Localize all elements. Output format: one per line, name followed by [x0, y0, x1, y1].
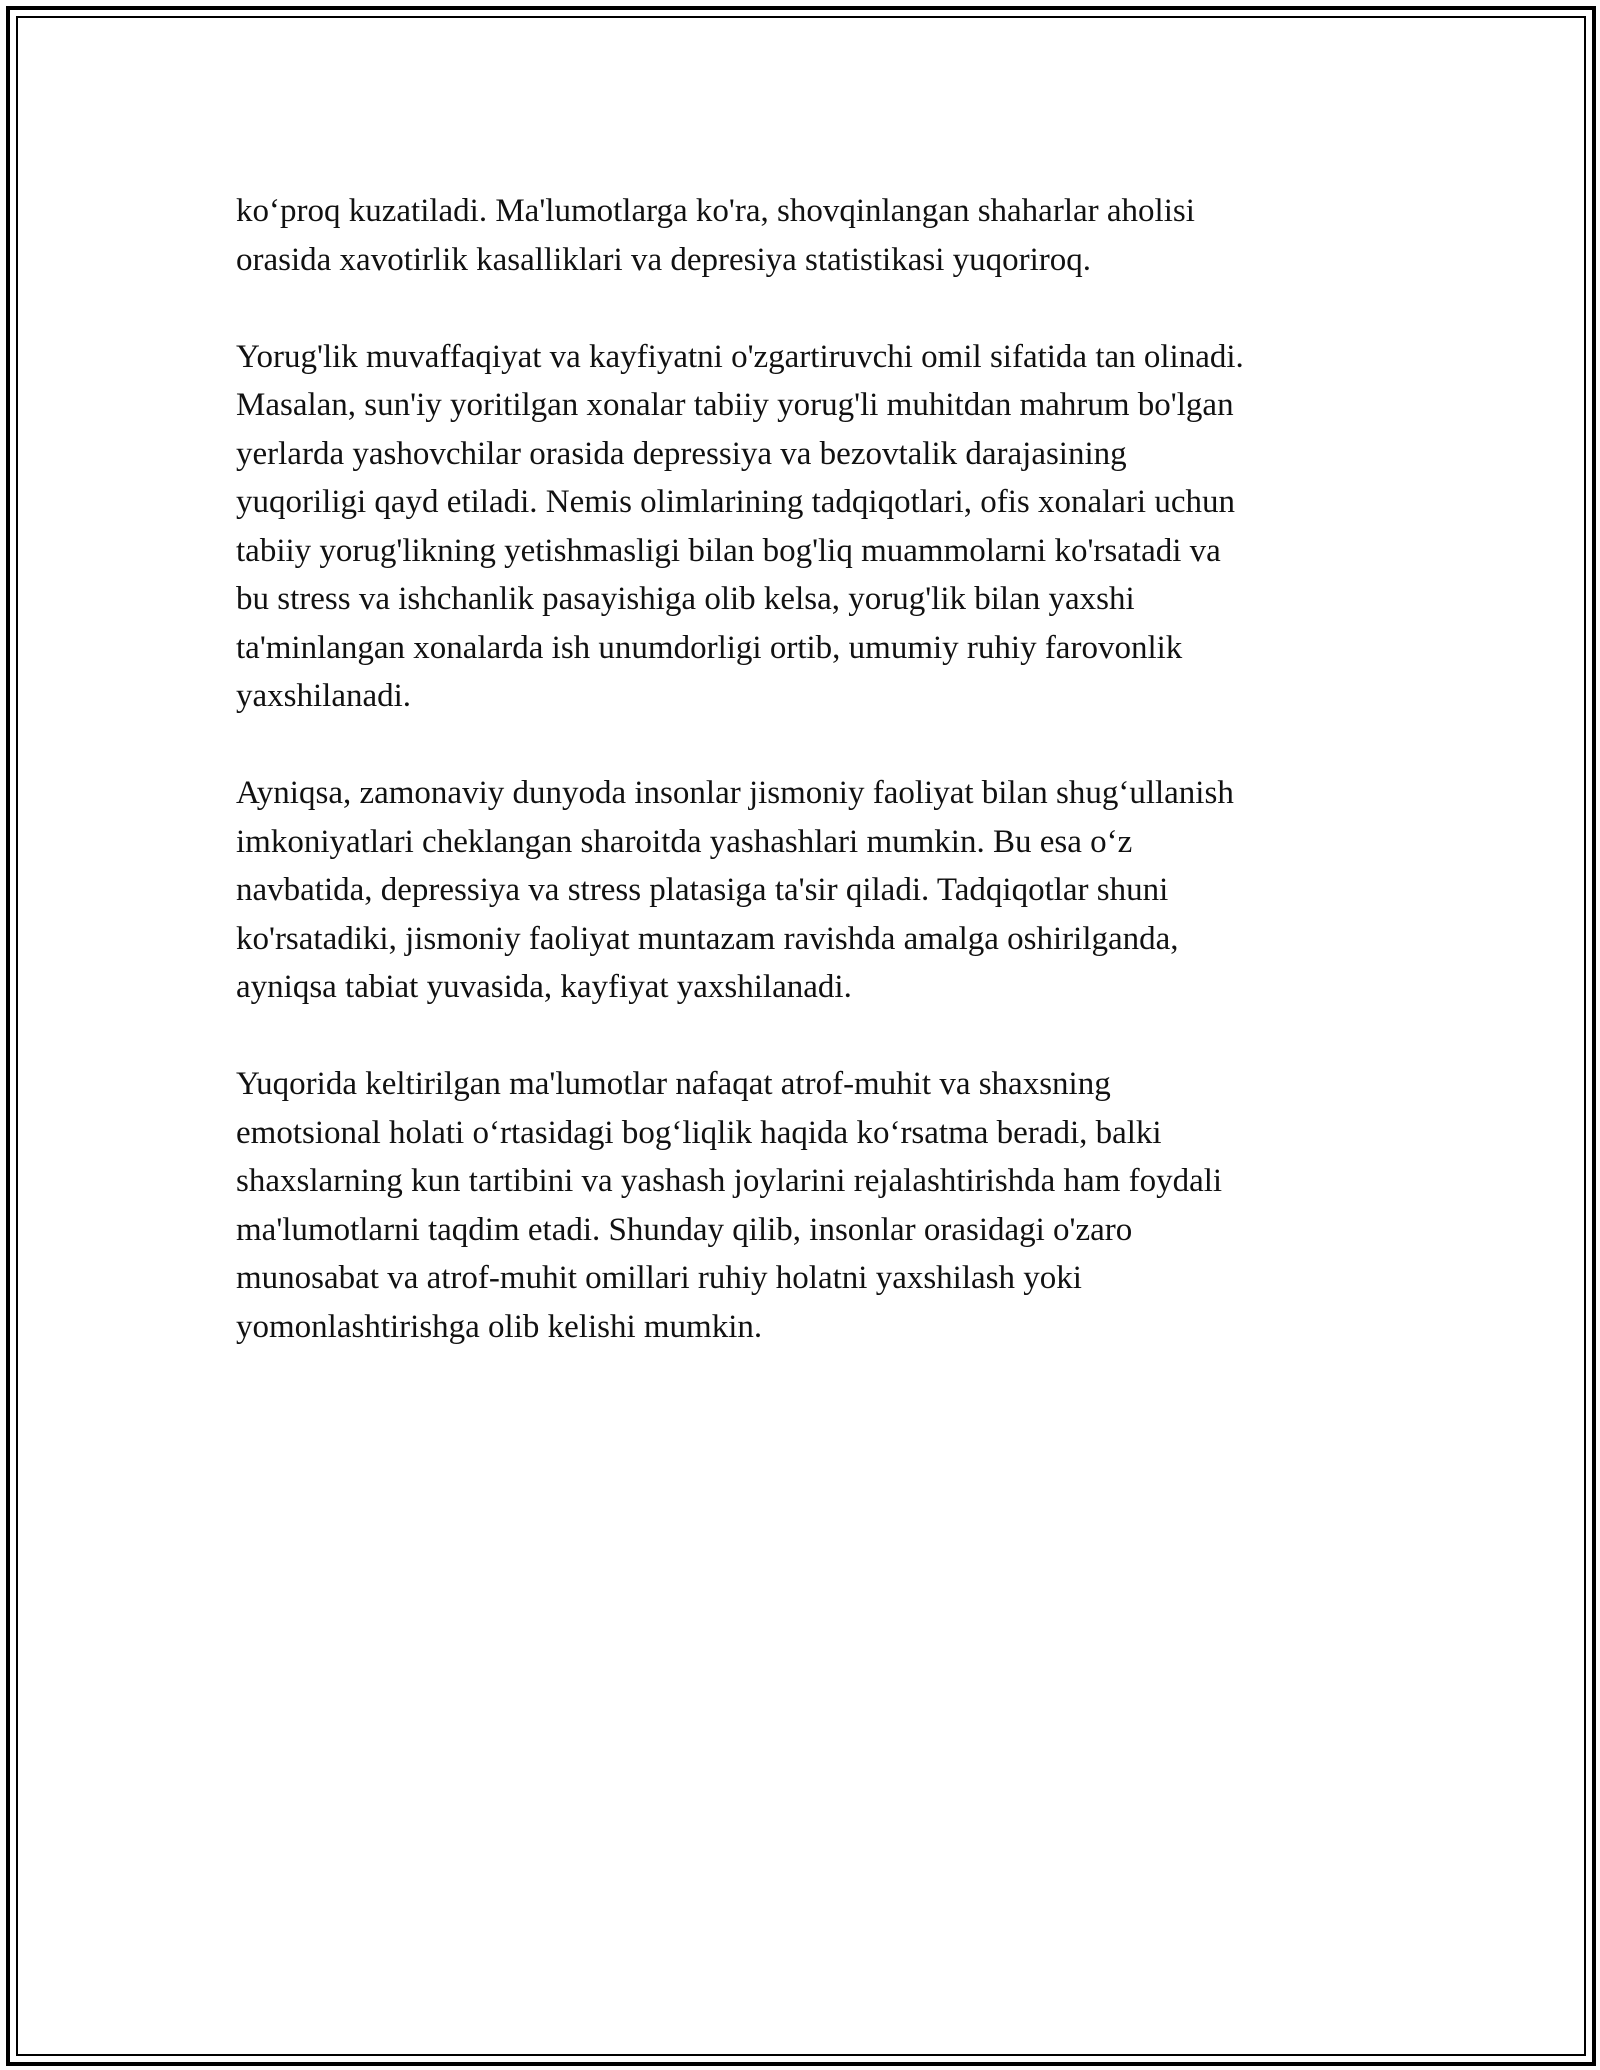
- text-line: ko‘proq kuzatiladi. Ma'lumotlarga ko'ra, shovqinlangan shaharlar aholisi: [236, 193, 1195, 229]
- paragraph-3: [236, 769, 1376, 1012]
- text-line: tabiiy yorug'likning yetishmasligi bilan bog'liq muammolarni ko'rsatadi va: [236, 532, 1221, 569]
- paragraph-4: [236, 1060, 1376, 1351]
- text-line: ta'minlangan xonalarda ish unumdorligi ortib, umumiy ruhiy farovonlik: [236, 629, 1183, 666]
- text-line: Yorug'lik muvaffaqiyat va kayfiyatni o'zgartiruvchi omil sifatida tan olinadi.: [236, 338, 1244, 375]
- text-line: yaxshilanadi.: [236, 678, 412, 714]
- text-line: bu stress va ishchanlik pasayishiga olib kelsa, yorug'lik bilan yaxshi: [236, 581, 1135, 617]
- document-body: [236, 187, 1376, 1400]
- text-line: Yuqorida keltirilgan ma'lumotlar nafaqat atrof-muhit va shaxsning: [236, 1066, 1111, 1102]
- text-line: imkoniyatlari cheklangan sharoitda yashashlari mumkin. Bu esa o‘z: [236, 823, 1133, 860]
- text-line: Masalan, sun'iy yoritilgan xonalar tabiiy yorug'li muhitdan mahrum bo'lgan: [236, 387, 1234, 423]
- text-line: ayniqsa tabiat yuvasida, kayfiyat yaxshilanadi.: [236, 969, 852, 1005]
- paragraph-2: [236, 333, 1376, 721]
- text-line: shaxslarning kun tartibini va yashash joylarini rejalashtirishda ham foydali: [236, 1163, 1223, 1199]
- text-line: ko'rsatadiki, jismoniy faoliyat muntazam ravishda amalga oshirilganda,: [236, 920, 1179, 957]
- text-line: ma'lumotlarni taqdim etadi. Shunday qilib, insonlar orasidagi o'zaro: [236, 1211, 1133, 1248]
- text-line: orasida xavotirlik kasalliklari va depresiya statistikasi yuqoriroq.: [236, 241, 1092, 278]
- paragraph-1: [236, 187, 1376, 284]
- text-line: yerlarda yashovchilar orasida depressiya va bezovtalik darajasining: [236, 435, 1127, 472]
- text-line: emotsional holati o‘rtasidagi bog‘liqlik haqida ko‘rsatma beradi, balki: [236, 1114, 1162, 1151]
- text-line: Ayniqsa, zamonaviy dunyoda insonlar jismoniy faoliyat bilan shug‘ullanish: [236, 775, 1234, 811]
- text-line: navbatida, depressiya va stress platasiga ta'sir qiladi. Tadqiqotlar shuni: [236, 872, 1169, 908]
- text-line: munosabat va atrof-muhit omillari ruhiy holatni yaxshilash yoki: [236, 1260, 1082, 1296]
- text-line: yomonlashtirishga olib kelishi mumkin.: [236, 1308, 763, 1345]
- text-line: yuqoriligi qayd etiladi. Nemis olimlarining tadqiqotlari, ofis xonalari uchun: [236, 484, 1235, 520]
